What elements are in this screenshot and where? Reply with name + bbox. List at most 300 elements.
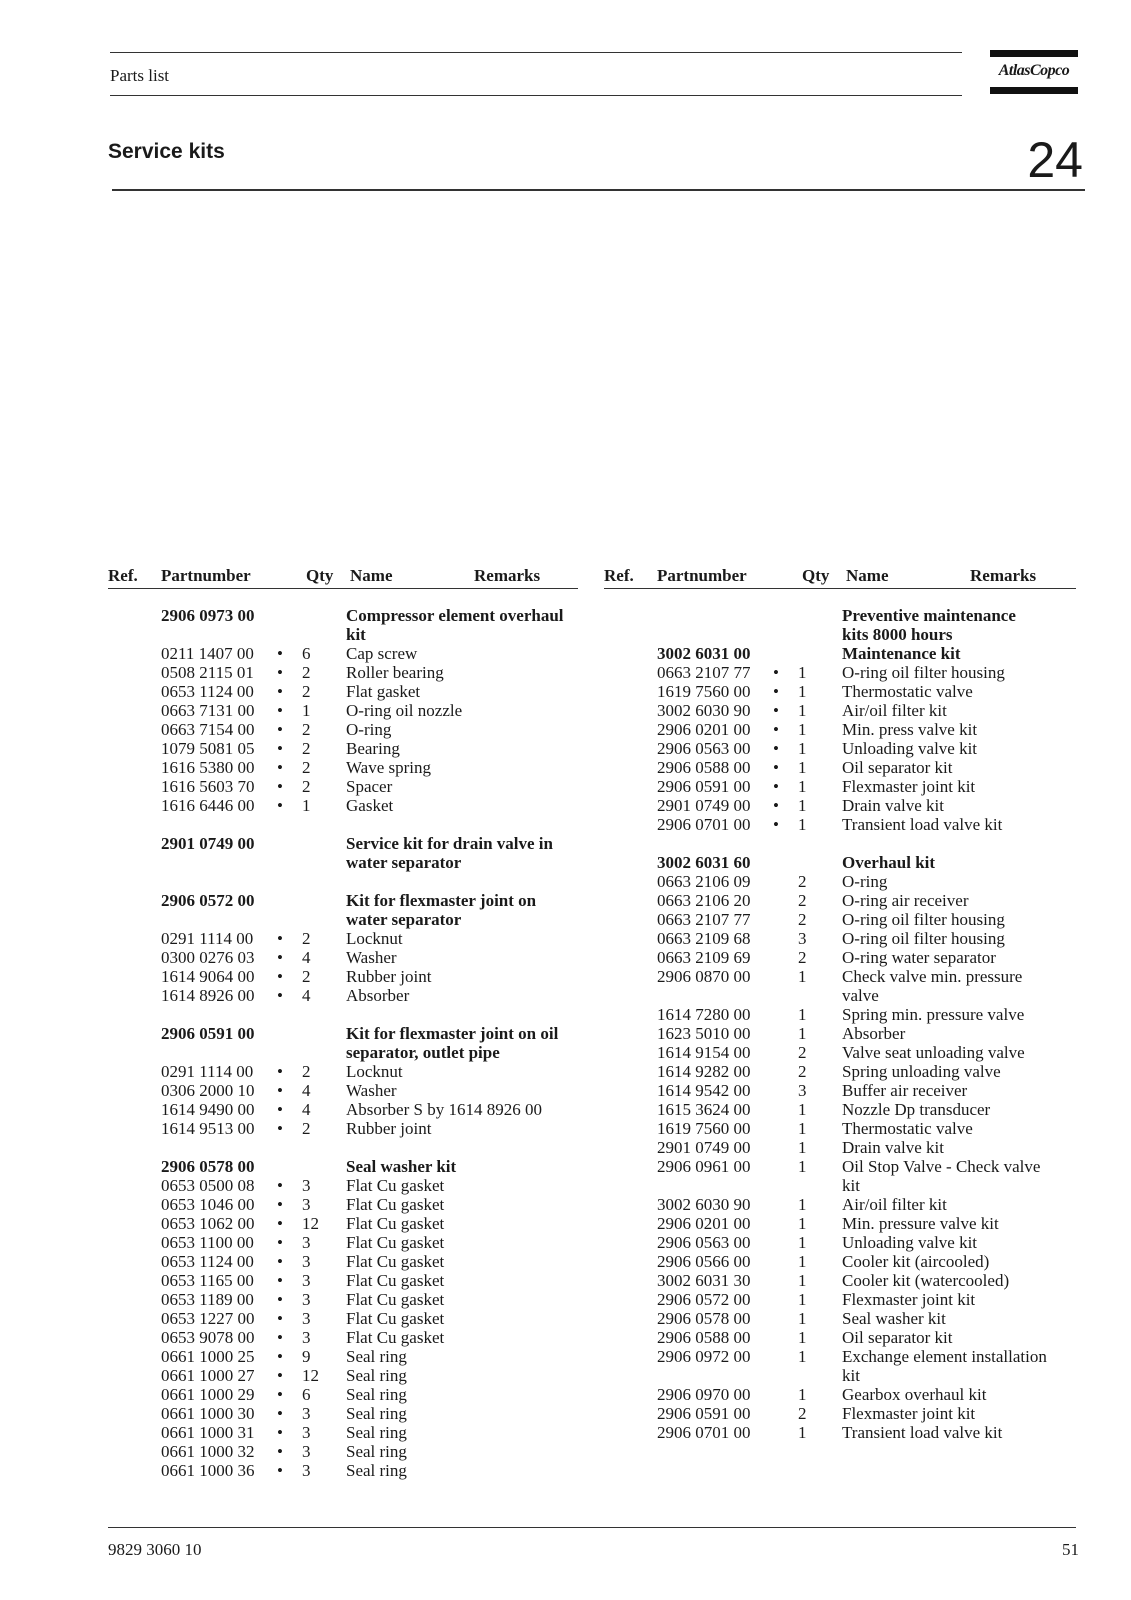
part-number: 0661 1000 29	[161, 1385, 255, 1404]
part-number: 1614 9542 00	[657, 1081, 751, 1100]
part-name: Overhaul kit	[842, 853, 936, 872]
table-row	[108, 1100, 578, 1119]
part-number: 0663 2109 68	[657, 929, 751, 948]
part-number: 0661 1000 31	[161, 1423, 255, 1442]
part-number: 2906 0591 00	[161, 1024, 255, 1043]
quantity: 1	[798, 777, 807, 796]
part-name: O-ring oil filter housing	[842, 663, 1005, 682]
bullet: •	[277, 1385, 283, 1404]
page-title: Service kits	[108, 140, 225, 163]
part-number: 0663 2107 77	[657, 663, 751, 682]
part-name: Nozzle Dp transducer	[842, 1100, 991, 1119]
quantity: 3	[302, 1195, 311, 1214]
kit-heading-row	[604, 644, 1076, 663]
part-number: 3002 6030 90	[657, 701, 751, 720]
quantity: 1	[798, 1271, 807, 1290]
table-row	[108, 1423, 578, 1442]
part-name: Flexmaster joint kit	[842, 777, 976, 796]
part-name: Wave spring	[346, 758, 432, 777]
part-name: Flat Cu gasket	[346, 1271, 445, 1290]
part-name: Drain valve kit	[842, 796, 944, 815]
quantity: 3	[302, 1328, 311, 1347]
table-row	[604, 948, 1076, 967]
part-name: Flat Cu gasket	[346, 1233, 445, 1252]
part-number: 0653 1124 00	[161, 1252, 254, 1271]
part-name: Preventive maintenance	[842, 606, 1016, 625]
bullet: •	[277, 1423, 283, 1442]
atlas-copco-logo	[990, 50, 1078, 94]
table-row	[604, 777, 1076, 796]
quantity: 12	[302, 1366, 319, 1385]
part-number: 2906 0591 00	[657, 777, 751, 796]
part-number: 2906 0563 00	[657, 739, 751, 758]
quantity: 1	[798, 1385, 807, 1404]
part-number: 0653 1165 00	[161, 1271, 254, 1290]
part-number: 1614 9490 00	[161, 1100, 255, 1119]
bullet: •	[277, 758, 283, 777]
part-name: Absorber S by 1614 8926 00	[346, 1100, 542, 1119]
quantity: 3	[798, 1081, 807, 1100]
part-name: O-ring oil filter housing	[842, 910, 1005, 929]
part-name: Thermostatic valve	[842, 1119, 973, 1138]
part-number: 1623 5010 00	[657, 1024, 751, 1043]
table-row	[108, 1385, 578, 1404]
title-rule	[112, 189, 1085, 191]
quantity: 1	[302, 701, 311, 720]
bullet: •	[277, 986, 283, 1005]
table-row	[108, 986, 578, 1005]
part-name: Seal ring	[346, 1423, 407, 1442]
part-name: Compressor element overhaul	[346, 606, 564, 625]
bullet: •	[277, 1347, 283, 1366]
kit-heading-row	[108, 910, 578, 929]
kit-heading-row	[108, 1043, 578, 1062]
part-name: Flat Cu gasket	[346, 1309, 445, 1328]
kit-heading-row	[604, 606, 1076, 625]
part-name: Gearbox overhaul kit	[842, 1385, 987, 1404]
table-row	[604, 1347, 1076, 1366]
part-number: 1614 7280 00	[657, 1005, 751, 1024]
part-name: Flat Cu gasket	[346, 1328, 445, 1347]
part-name: Exchange element installation	[842, 1347, 1047, 1366]
table-row	[108, 682, 578, 701]
quantity: 4	[302, 1100, 311, 1119]
part-number: 0653 1062 00	[161, 1214, 255, 1233]
table-row	[604, 1100, 1076, 1119]
table-row	[604, 967, 1076, 986]
part-name: Flat Cu gasket	[346, 1176, 445, 1195]
part-name: kit	[842, 1366, 860, 1385]
logo-bar-top	[990, 50, 1078, 57]
bullet: •	[277, 1119, 283, 1138]
bullet: •	[773, 663, 779, 682]
quantity: 1	[798, 701, 807, 720]
table-row	[604, 1404, 1076, 1423]
kit-heading-row	[108, 606, 578, 625]
bullet: •	[277, 1233, 283, 1252]
bullet: •	[773, 815, 779, 834]
table-row	[604, 1176, 1076, 1195]
table-row	[108, 739, 578, 758]
quantity: 3	[798, 929, 807, 948]
part-name: Cooler kit (aircooled)	[842, 1252, 990, 1271]
part-number: 0653 1046 00	[161, 1195, 255, 1214]
page-number: 51	[1062, 1540, 1079, 1559]
part-name: water separator	[346, 853, 462, 872]
part-name: Washer	[346, 1081, 397, 1100]
part-number: 2906 0591 00	[657, 1404, 751, 1423]
bullet: •	[277, 739, 283, 758]
table-row	[604, 1233, 1076, 1252]
table-row	[108, 1366, 578, 1385]
table-row	[108, 1442, 578, 1461]
part-name: Seal ring	[346, 1404, 407, 1423]
kit-heading-row	[108, 853, 578, 872]
part-name: Oil separator kit	[842, 1328, 953, 1347]
part-name: Seal washer kit	[842, 1309, 946, 1328]
bullet: •	[773, 739, 779, 758]
bullet: •	[277, 1442, 283, 1461]
quantity: 2	[798, 1404, 807, 1423]
col-ref: Ref.	[604, 566, 634, 585]
col-name: Name	[846, 566, 889, 585]
kit-heading-row	[604, 625, 1076, 644]
table-row	[604, 720, 1076, 739]
part-number: 2906 0572 00	[657, 1290, 751, 1309]
part-name: Bearing	[346, 739, 400, 758]
part-number: 2906 0578 00	[657, 1309, 751, 1328]
col-part-number: Partnumber	[161, 566, 251, 585]
part-number: 1614 9064 00	[161, 967, 255, 986]
part-number: 2906 0578 00	[161, 1157, 255, 1176]
part-number: 0663 2109 69	[657, 948, 751, 967]
footer-rule	[108, 1527, 1076, 1528]
part-number: 2901 0749 00	[657, 1138, 751, 1157]
quantity: 4	[302, 948, 311, 967]
quantity: 9	[302, 1347, 311, 1366]
bullet: •	[277, 682, 283, 701]
right-header-rule	[604, 588, 1076, 589]
row-spacer	[604, 834, 1076, 853]
part-name: Absorber	[346, 986, 410, 1005]
quantity: 2	[302, 1119, 311, 1138]
part-name: Min. press valve kit	[842, 720, 978, 739]
part-name: Spring min. pressure valve	[842, 1005, 1025, 1024]
table-row	[604, 910, 1076, 929]
quantity: 1	[798, 1233, 807, 1252]
quantity: 6	[302, 644, 311, 663]
quantity: 2	[302, 967, 311, 986]
table-row	[108, 1252, 578, 1271]
quantity: 2	[302, 758, 311, 777]
left-parts-table	[108, 606, 578, 1480]
quantity: 3	[302, 1461, 311, 1480]
table-row	[108, 796, 578, 815]
quantity: 2	[798, 1062, 807, 1081]
table-row	[604, 1119, 1076, 1138]
part-name: Rubber joint	[346, 967, 432, 986]
table-row	[604, 1024, 1076, 1043]
part-number: 2906 0961 00	[657, 1157, 751, 1176]
part-number: 0663 2106 09	[657, 872, 751, 891]
quantity: 1	[798, 1328, 807, 1347]
table-row	[108, 777, 578, 796]
part-number: 0211 1407 00	[161, 644, 254, 663]
part-name: Seal ring	[346, 1385, 407, 1404]
part-number: 0653 1189 00	[161, 1290, 254, 1309]
quantity: 3	[302, 1252, 311, 1271]
header-rule-bottom	[110, 95, 962, 96]
quantity: 6	[302, 1385, 311, 1404]
part-number: 0653 0500 08	[161, 1176, 255, 1195]
col-qty: Qty	[306, 566, 334, 585]
kit-heading-row	[108, 625, 578, 644]
section-number: 24	[1027, 132, 1083, 188]
quantity: 1	[798, 1157, 807, 1176]
part-name: Transient load valve kit	[842, 1423, 1003, 1442]
quantity: 4	[302, 986, 311, 1005]
part-number: 2906 0201 00	[657, 720, 751, 739]
table-row	[604, 1043, 1076, 1062]
quantity: 1	[798, 1214, 807, 1233]
table-row	[604, 815, 1076, 834]
part-name: Cooler kit (watercooled)	[842, 1271, 1010, 1290]
table-row	[604, 663, 1076, 682]
part-number: 1614 9154 00	[657, 1043, 751, 1062]
part-name: O-ring oil nozzle	[346, 701, 463, 720]
part-name: kit	[842, 1176, 860, 1195]
bullet: •	[773, 701, 779, 720]
part-number: 2906 0563 00	[657, 1233, 751, 1252]
row-spacer	[108, 1138, 578, 1157]
part-name: Flat gasket	[346, 682, 421, 701]
part-number: 0653 1124 00	[161, 682, 254, 701]
part-number: 3002 6031 30	[657, 1271, 751, 1290]
table-row	[604, 758, 1076, 777]
part-name: Air/oil filter kit	[842, 1195, 947, 1214]
part-name: Locknut	[346, 1062, 403, 1081]
part-number: 1614 9282 00	[657, 1062, 751, 1081]
part-number: 1615 3624 00	[657, 1100, 751, 1119]
part-name: Thermostatic valve	[842, 682, 973, 701]
table-row	[108, 1176, 578, 1195]
part-name: O-ring water separator	[842, 948, 996, 967]
part-name: O-ring	[842, 872, 888, 891]
part-name: Flexmaster joint kit	[842, 1290, 976, 1309]
part-name: kits 8000 hours	[842, 625, 953, 644]
part-number: 0508 2115 01	[161, 663, 254, 682]
kit-heading-row	[604, 853, 1076, 872]
part-number: 0663 2106 20	[657, 891, 751, 910]
bullet: •	[277, 1461, 283, 1480]
part-number: 2906 0970 00	[657, 1385, 751, 1404]
table-row	[604, 929, 1076, 948]
part-number: 2906 0701 00	[657, 1423, 751, 1442]
table-row	[604, 1385, 1076, 1404]
quantity: 2	[302, 777, 311, 796]
quantity: 1	[798, 967, 807, 986]
quantity: 1	[798, 1347, 807, 1366]
table-row	[604, 986, 1076, 1005]
right-parts-table	[604, 606, 1076, 1442]
kit-heading-row	[108, 1024, 578, 1043]
table-row	[604, 872, 1076, 891]
quantity: 1	[302, 796, 311, 815]
part-number: 2906 0973 00	[161, 606, 255, 625]
part-name: kit	[346, 625, 366, 644]
bullet: •	[277, 1214, 283, 1233]
bullet: •	[277, 1328, 283, 1347]
quantity: 1	[798, 1024, 807, 1043]
quantity: 2	[302, 929, 311, 948]
table-row	[604, 1081, 1076, 1100]
part-number: 1614 8926 00	[161, 986, 255, 1005]
part-name: O-ring	[346, 720, 392, 739]
col-remarks: Remarks	[474, 566, 541, 585]
table-row	[108, 1290, 578, 1309]
table-row	[108, 1081, 578, 1100]
part-number: 0300 0276 03	[161, 948, 255, 967]
quantity: 3	[302, 1233, 311, 1252]
col-ref: Ref.	[108, 566, 138, 585]
quantity: 2	[798, 910, 807, 929]
part-number: 3002 6030 90	[657, 1195, 751, 1214]
quantity: 1	[798, 815, 807, 834]
part-name: Rubber joint	[346, 1119, 432, 1138]
table-row	[108, 758, 578, 777]
quantity: 3	[302, 1309, 311, 1328]
part-number: 0653 1227 00	[161, 1309, 255, 1328]
kit-heading-row	[108, 1157, 578, 1176]
quantity: 3	[302, 1442, 311, 1461]
quantity: 1	[798, 739, 807, 758]
quantity: 1	[798, 720, 807, 739]
table-row	[108, 644, 578, 663]
part-number: 2901 0749 00	[161, 834, 255, 853]
quantity: 1	[798, 1423, 807, 1442]
part-number: 2906 0201 00	[657, 1214, 751, 1233]
part-number: 2906 0588 00	[657, 1328, 751, 1347]
quantity: 1	[798, 663, 807, 682]
quantity: 2	[798, 1043, 807, 1062]
part-name: Cap screw	[346, 644, 418, 663]
quantity: 2	[302, 739, 311, 758]
table-row	[604, 1138, 1076, 1157]
part-number: 0663 7131 00	[161, 701, 255, 720]
table-row	[108, 1233, 578, 1252]
part-number: 1616 6446 00	[161, 796, 255, 815]
part-name: Spring unloading valve	[842, 1062, 1001, 1081]
part-name: Maintenance kit	[842, 644, 961, 663]
row-spacer	[108, 872, 578, 891]
quantity: 3	[302, 1404, 311, 1423]
quantity: 1	[798, 1100, 807, 1119]
bullet: •	[277, 777, 283, 796]
part-name: Flexmaster joint kit	[842, 1404, 976, 1423]
bullet: •	[277, 1100, 283, 1119]
part-name: Seal washer kit	[346, 1157, 457, 1176]
table-row	[604, 1309, 1076, 1328]
table-row	[604, 1157, 1076, 1176]
quantity: 1	[798, 1195, 807, 1214]
quantity: 2	[302, 1062, 311, 1081]
quantity: 2	[302, 682, 311, 701]
col-qty: Qty	[802, 566, 830, 585]
part-name: Washer	[346, 948, 397, 967]
quantity: 1	[798, 682, 807, 701]
table-row	[604, 1366, 1076, 1385]
row-spacer	[108, 1005, 578, 1024]
part-number: 1619 7560 00	[657, 1119, 751, 1138]
part-name: Min. pressure valve kit	[842, 1214, 999, 1233]
kit-heading-row	[108, 834, 578, 853]
part-number: 2906 0588 00	[657, 758, 751, 777]
part-number: 0663 2107 77	[657, 910, 751, 929]
bullet: •	[277, 701, 283, 720]
part-number: 0661 1000 25	[161, 1347, 255, 1366]
part-name: Buffer air receiver	[842, 1081, 968, 1100]
part-name: Air/oil filter kit	[842, 701, 947, 720]
quantity: 1	[798, 1252, 807, 1271]
table-row	[604, 1328, 1076, 1347]
quantity: 2	[798, 891, 807, 910]
table-row	[108, 720, 578, 739]
part-number: 2906 0572 00	[161, 891, 255, 910]
bullet: •	[277, 663, 283, 682]
part-name: Seal ring	[346, 1347, 407, 1366]
bullet: •	[277, 967, 283, 986]
col-part-number: Partnumber	[657, 566, 747, 585]
table-row	[604, 1214, 1076, 1233]
table-row	[604, 1195, 1076, 1214]
table-row	[108, 701, 578, 720]
part-name: Check valve min. pressure	[842, 967, 1023, 986]
table-row	[604, 1062, 1076, 1081]
row-spacer	[108, 815, 578, 834]
quantity: 1	[798, 1290, 807, 1309]
table-row	[108, 1309, 578, 1328]
part-name: Flat Cu gasket	[346, 1252, 445, 1271]
part-name: Kit for flexmaster joint on	[346, 891, 537, 910]
part-number: 1614 9513 00	[161, 1119, 255, 1138]
quantity: 1	[798, 1119, 807, 1138]
part-number: 2906 0701 00	[657, 815, 751, 834]
bullet: •	[277, 1081, 283, 1100]
table-row	[108, 948, 578, 967]
table-row	[604, 682, 1076, 701]
part-name: Flat Cu gasket	[346, 1195, 445, 1214]
part-number: 3002 6031 00	[657, 644, 751, 663]
table-row	[108, 1062, 578, 1081]
logo-text: AtlasCopco	[998, 62, 1070, 79]
part-number: 0306 2000 10	[161, 1081, 255, 1100]
quantity: 3	[302, 1271, 311, 1290]
part-name: Gasket	[346, 796, 394, 815]
quantity: 3	[302, 1290, 311, 1309]
part-number: 1619 7560 00	[657, 682, 751, 701]
part-name: Transient load valve kit	[842, 815, 1003, 834]
left-header-rule	[108, 588, 578, 589]
quantity: 2	[302, 720, 311, 739]
part-number: 0291 1114 00	[161, 1062, 254, 1081]
quantity: 1	[798, 1005, 807, 1024]
table-row	[604, 1252, 1076, 1271]
part-name: water separator	[346, 910, 462, 929]
bullet: •	[277, 1309, 283, 1328]
quantity: 4	[302, 1081, 311, 1100]
part-number: 0661 1000 30	[161, 1404, 255, 1423]
part-name: Seal ring	[346, 1366, 407, 1385]
